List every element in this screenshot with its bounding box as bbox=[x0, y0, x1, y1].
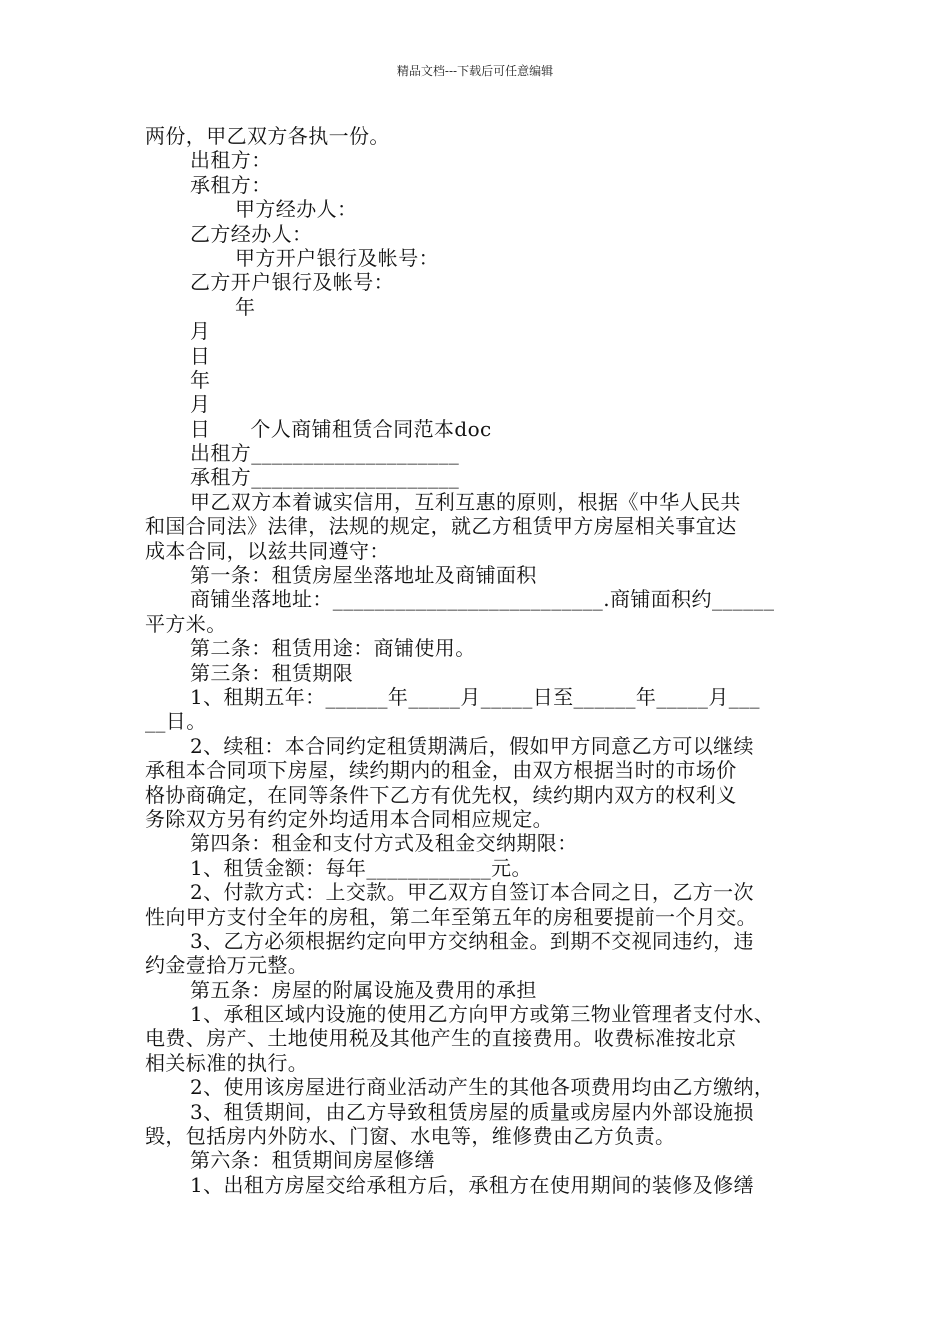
text-line bbox=[145, 734, 817, 758]
text-line bbox=[145, 612, 817, 636]
line-text: 甲乙双方本着诚实信用，互利互惠的原则，根据《中华人民共 bbox=[190, 489, 741, 514]
text-line bbox=[145, 1051, 817, 1075]
text-line bbox=[145, 587, 817, 611]
text-line bbox=[145, 563, 817, 587]
line-text: 月 bbox=[190, 319, 211, 344]
text-line bbox=[145, 392, 817, 416]
text-line bbox=[145, 148, 817, 172]
text-line bbox=[145, 319, 817, 343]
text-line bbox=[145, 539, 817, 563]
line-text: 1、出租方房屋交给承租方后，承租方在使用期间的装修及修缮 bbox=[190, 1172, 754, 1197]
line-text: 两份，甲乙双方各执一份。 bbox=[145, 124, 390, 148]
text-line bbox=[145, 173, 817, 197]
line-text: 第五条：房屋的附属设施及费用的承担 bbox=[190, 977, 537, 1002]
text-line bbox=[145, 929, 817, 953]
page-header: 精品文档---下载后可任意编辑 bbox=[396, 64, 554, 78]
text-line bbox=[145, 661, 817, 685]
line-text: 商铺坐落地址：__________________________.商铺面积约______ bbox=[190, 587, 775, 612]
text-line bbox=[145, 368, 817, 392]
line-text: 甲方开户银行及帐号： bbox=[235, 245, 439, 270]
text-line bbox=[145, 831, 817, 855]
text-line bbox=[145, 783, 817, 807]
document-body bbox=[145, 124, 817, 1197]
line-text: 约金壹拾万元整。 bbox=[145, 953, 309, 978]
line-text: 第一条：租赁房屋坐落地址及商铺面积 bbox=[190, 563, 537, 588]
text-line bbox=[145, 222, 817, 246]
text-line bbox=[145, 1002, 817, 1026]
line-text: 第四条：租金和支付方式及租金交纳期限： bbox=[190, 831, 578, 856]
line-text: 承租方____________________ bbox=[190, 465, 460, 490]
line-text: 3、租赁期间，由乙方导致租赁房屋的质量或房屋内外部设施损 bbox=[190, 1099, 754, 1124]
line-text: 3、乙方必须根据约定向甲方交纳租金。到期不交视同违约，违 bbox=[190, 928, 754, 953]
line-text: 2、付款方式：上交款。甲乙双方自签订本合同之日，乙方一次 bbox=[190, 880, 754, 905]
text-line bbox=[145, 807, 817, 831]
text-line bbox=[145, 295, 817, 319]
document-title: 个人商铺租赁合同范本doc bbox=[250, 416, 492, 441]
text-line bbox=[145, 1173, 817, 1197]
text-line bbox=[145, 856, 817, 880]
line-text: 格协商确定，在同等条件下乙方有优先权，续约期内双方的权利义 bbox=[145, 782, 737, 807]
text-line bbox=[145, 124, 817, 148]
line-text: 成本合同，以兹共同遵守： bbox=[145, 538, 390, 563]
line-text: 性向甲方支付全年的房租，第二年至第五年的房租要提前一个月交。 bbox=[145, 904, 757, 929]
text-line bbox=[145, 1100, 817, 1124]
line-text: 第二条：租赁用途：商铺使用。 bbox=[190, 636, 476, 661]
line-text: 日 bbox=[190, 416, 211, 441]
text-line bbox=[145, 636, 817, 660]
line-text: 相关标准的执行。 bbox=[145, 1050, 309, 1075]
line-text: 1、租期五年：______年_____月_____日至______年_____月___ bbox=[190, 684, 760, 709]
line-text: 日 bbox=[190, 343, 211, 368]
line-text: 乙方开户银行及帐号： bbox=[190, 270, 394, 295]
text-line bbox=[145, 441, 817, 465]
text-line bbox=[145, 344, 817, 368]
line-text: 年 bbox=[190, 367, 211, 392]
text-line bbox=[145, 465, 817, 489]
line-text: 承租本合同项下房屋，续约期内的租金，由双方根据当时的市场价 bbox=[145, 758, 737, 783]
line-text: 第六条：租赁期间房屋修缮 bbox=[190, 1148, 435, 1173]
line-text: 平方米。 bbox=[145, 611, 227, 636]
line-text: 乙方经办人： bbox=[190, 221, 313, 246]
text-line bbox=[145, 1148, 817, 1172]
text-line bbox=[145, 880, 817, 904]
line-text: 和国合同法》法律，法规的规定，就乙方租赁甲方房屋相关事宜达 bbox=[145, 514, 737, 539]
text-line bbox=[145, 1075, 817, 1099]
line-text: 年 bbox=[235, 294, 256, 319]
text-line bbox=[145, 709, 817, 733]
line-text: 1、承租区域内设施的使用乙方向甲方或第三物业管理者支付水、 bbox=[190, 1002, 775, 1027]
line-text: 毁，包括房内外防水、门窗、水电等，维修费由乙方负责。 bbox=[145, 1124, 676, 1149]
text-line bbox=[145, 1026, 817, 1050]
line-text: 出租方____________________ bbox=[190, 441, 460, 466]
line-text: 务除双方另有约定外均适用本合同相应规定。 bbox=[145, 806, 553, 831]
text-line bbox=[145, 417, 817, 441]
text-line bbox=[145, 490, 817, 514]
text-line bbox=[145, 685, 817, 709]
text-line bbox=[145, 758, 817, 782]
line-text: 承租方： bbox=[190, 172, 272, 197]
line-text: __日。 bbox=[145, 709, 207, 734]
text-line bbox=[145, 270, 817, 294]
line-text: 甲方经办人： bbox=[235, 197, 358, 222]
line-text: 2、使用该房屋进行商业活动产生的其他各项费用均由乙方缴纳， bbox=[190, 1075, 775, 1100]
line-text: 月 bbox=[190, 392, 211, 417]
line-text: 2、续租：本合同约定租赁期满后，假如甲方同意乙方可以继续 bbox=[190, 733, 754, 758]
text-line bbox=[145, 953, 817, 977]
text-line bbox=[145, 1124, 817, 1148]
text-line bbox=[145, 514, 817, 538]
line-text: 电费、房产、土地使用税及其他产生的直接费用。收费标准按北京 bbox=[145, 1026, 737, 1051]
text-line bbox=[145, 905, 817, 929]
line-text: 出租方： bbox=[190, 148, 272, 173]
text-line bbox=[145, 978, 817, 1002]
text-line bbox=[145, 246, 817, 270]
text-line bbox=[145, 197, 817, 221]
line-text: 1、租赁金额：每年____________元。 bbox=[190, 855, 532, 880]
line-text: 第三条：租赁期限 bbox=[190, 660, 354, 685]
